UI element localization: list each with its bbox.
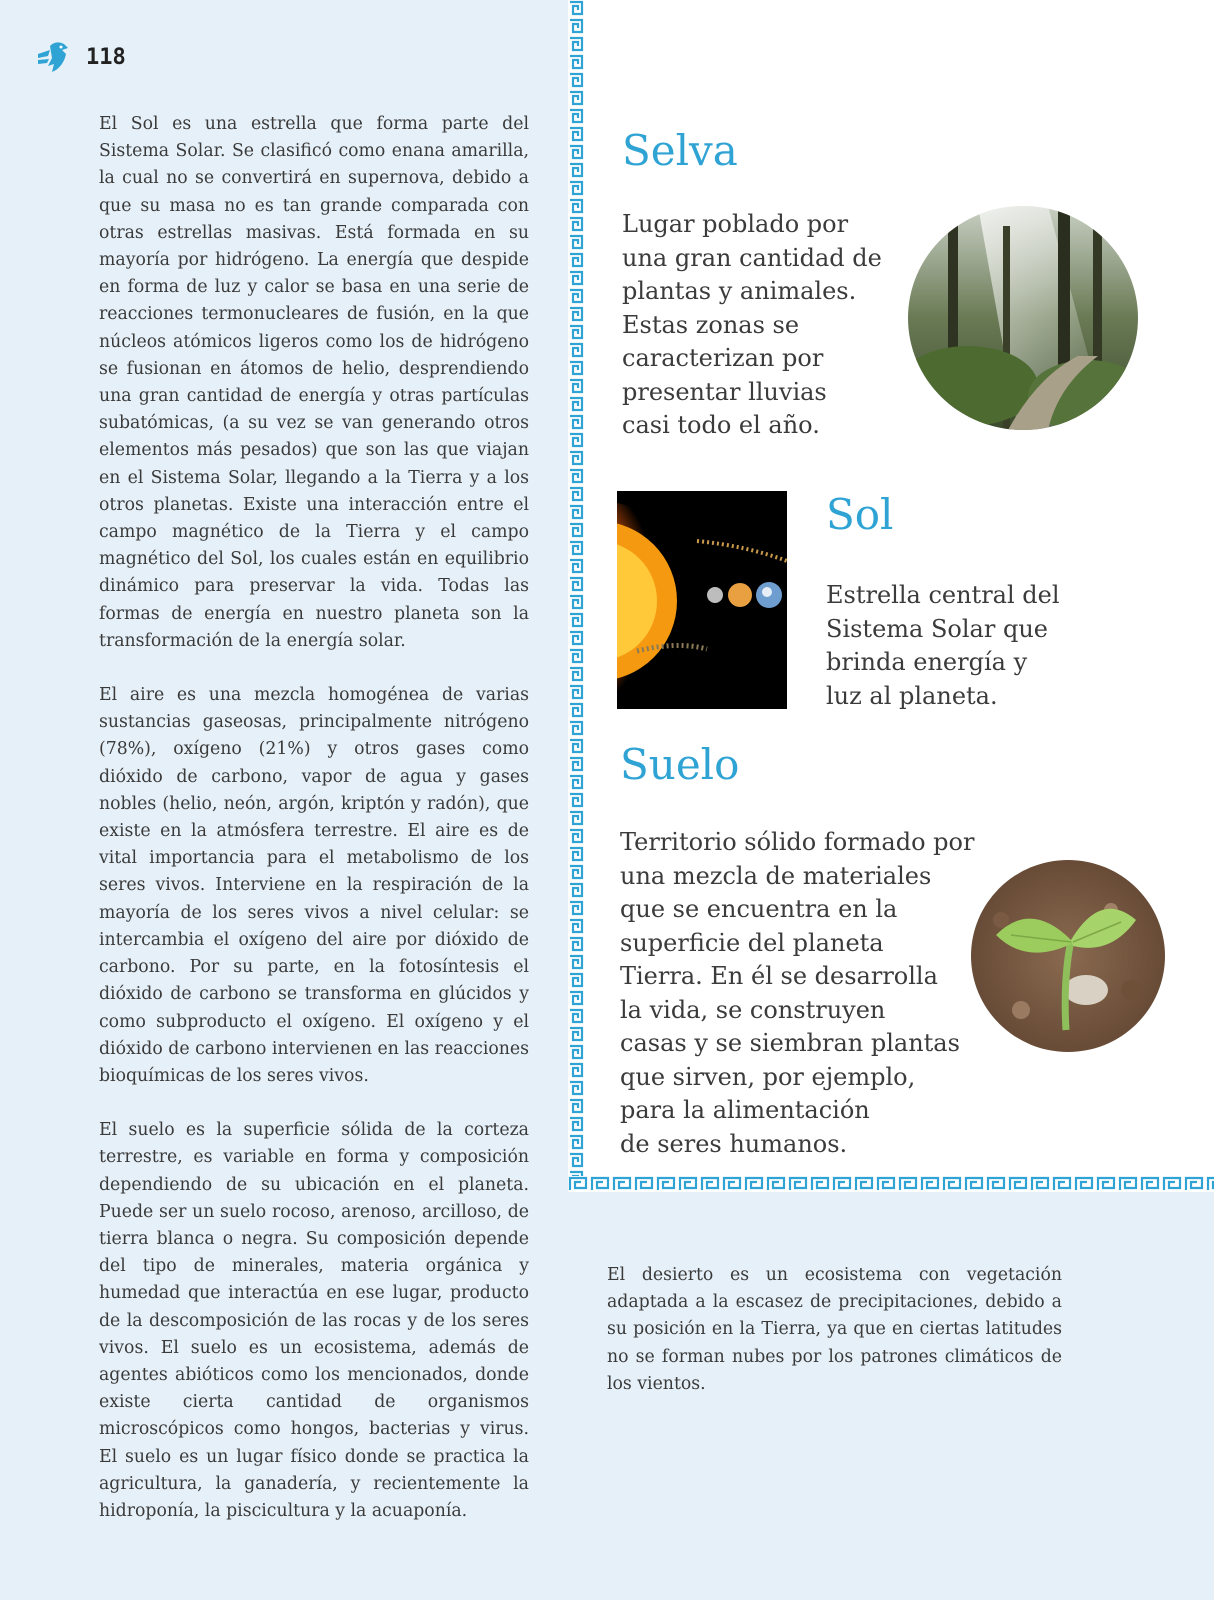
page-header xyxy=(36,40,126,74)
definition-line: una mezcla de materiales xyxy=(620,861,932,890)
definition-line: presentar lluvias xyxy=(622,377,827,406)
definition-line: casas y se siembran plantas xyxy=(620,1029,960,1057)
heading-sol: Sol xyxy=(826,490,894,539)
definition-line: Territorio sólido formado por xyxy=(620,828,975,856)
definition-line: casi todo el año. xyxy=(622,411,820,439)
definition-line: Estas zonas se xyxy=(622,310,800,339)
definition-line: Tierra. En él se desarrolla xyxy=(620,962,938,990)
definition-line: plantas y animales. xyxy=(622,277,857,305)
greek-key-border-vertical xyxy=(568,0,584,1190)
definition-line: superficie del planeta xyxy=(620,928,884,957)
greek-key-border-horizontal xyxy=(568,1176,1214,1192)
forest-photo xyxy=(908,206,1138,430)
heading-suelo: Suelo xyxy=(620,740,740,789)
paragraph-aire: El aire es una mezcla homogénea de varias sustancias gaseosas, principalmente nitrógeno (78%), oxígeno (21%) y otros gases como dióxido de carbono, vapor de agua y gases nobles (helio, neón, argón, kriptón y radón), que existe en la atmósfera terrestre. El aire es de vital importancia para el metabolismo de los seres vivos. Interviene en la respiración de la mayoría de los seres vivos a nivel celular: se intercambia el oxígeno del aire por dióxido de carbono. Por su parte, en la fotosíntesis el dióxido de carbono se transforma en glúcidos y como subproducto el oxígeno. El oxígeno y el dióxido de carbono intervienen en las reacciones bioquímicas de los seres vivos. xyxy=(99,685,529,1086)
eagle-logo-icon xyxy=(36,40,76,74)
definition-selva xyxy=(622,208,912,443)
body-text xyxy=(99,111,529,1552)
definition-suelo xyxy=(620,826,1000,1161)
seedling-photo xyxy=(971,860,1165,1052)
paragraph-sol: El Sol es una estrella que forma parte del Sistema Solar. Se clasificó como enana amarilla, la cual no se convertirá en supernova, debido a que su masa no es tan grande comparada con otras estrellas masivas. Está formada en su mayoría por hidrógeno. La energía que despide en forma de luz y calor se basa en una serie de reacciones termonucleares de fusión, en la que núcleos atómicos ligeros como los de hidrógeno se fusionan en átomos de helio, desprendiendo una gran cantidad de energía y otras partículas subatómicas, (a su vez se van generando otros elementos más pesados) que son las que viajan en el Sistema Solar, llegando a la Tierra y a los otros planetas. Existe una interacción entre el campo magnético de la Tierra y el campo magnético del Sol, los cuales están en equilibrio dinámico para preservar la vida. Todas las formas de energía en nuestro planeta son la transformación de la energía solar. xyxy=(99,114,529,651)
solar-system-photo xyxy=(617,491,787,709)
definition-line: Sistema Solar que xyxy=(826,614,1048,643)
desert-note: El desierto es un ecosistema con vegetación adaptada a la escasez de precipitaciones, debido a su posición en la Tierra, ya que en ciertas latitudes no se forman nubes por los patrones climáticos de los vientos. xyxy=(607,1265,1062,1394)
definition-line: una gran cantidad de xyxy=(622,243,882,272)
definition-sol xyxy=(826,579,1126,713)
definition-line: de seres humanos. xyxy=(620,1129,848,1158)
paragraph-suelo: El suelo es la superficie sólida de la corteza terrestre, es variable en forma y composición dependiendo de su ubicación en el planeta. Puede ser un suelo rocoso, arenoso, arcilloso, de tierra blanca o negra. Su composición depende del tipo de minerales, materia orgánica y humedad que interactúa en ese lugar, producto de la descomposición de las rocas y de los seres vivos. El suelo es un ecosistema, además de agentes abióticos como los mencionados, donde existe cierta cantidad de organismos microscópicos como hongos, bacterias y virus. El suelo es un lugar físico donde se practica la agricultura, la ganadería, y recientemente la hidroponía, la piscicultura y la acuaponía. xyxy=(99,1120,529,1521)
definition-line: luz al planeta. xyxy=(826,681,998,710)
heading-selva: Selva xyxy=(622,126,738,175)
definition-line: caracterizan por xyxy=(622,344,824,372)
definition-line: Lugar poblado por xyxy=(622,210,849,238)
definition-line: Estrella central del xyxy=(826,581,1060,609)
definition-line: para la alimentación xyxy=(620,1096,870,1124)
definition-line: la vida, se construyen xyxy=(620,995,886,1024)
page-number: 118 xyxy=(86,44,126,70)
definition-line: brinda energía y xyxy=(826,648,1028,676)
definition-line: que sirven, por ejemplo, xyxy=(620,1062,916,1091)
definition-line: que se encuentra en la xyxy=(620,895,898,923)
